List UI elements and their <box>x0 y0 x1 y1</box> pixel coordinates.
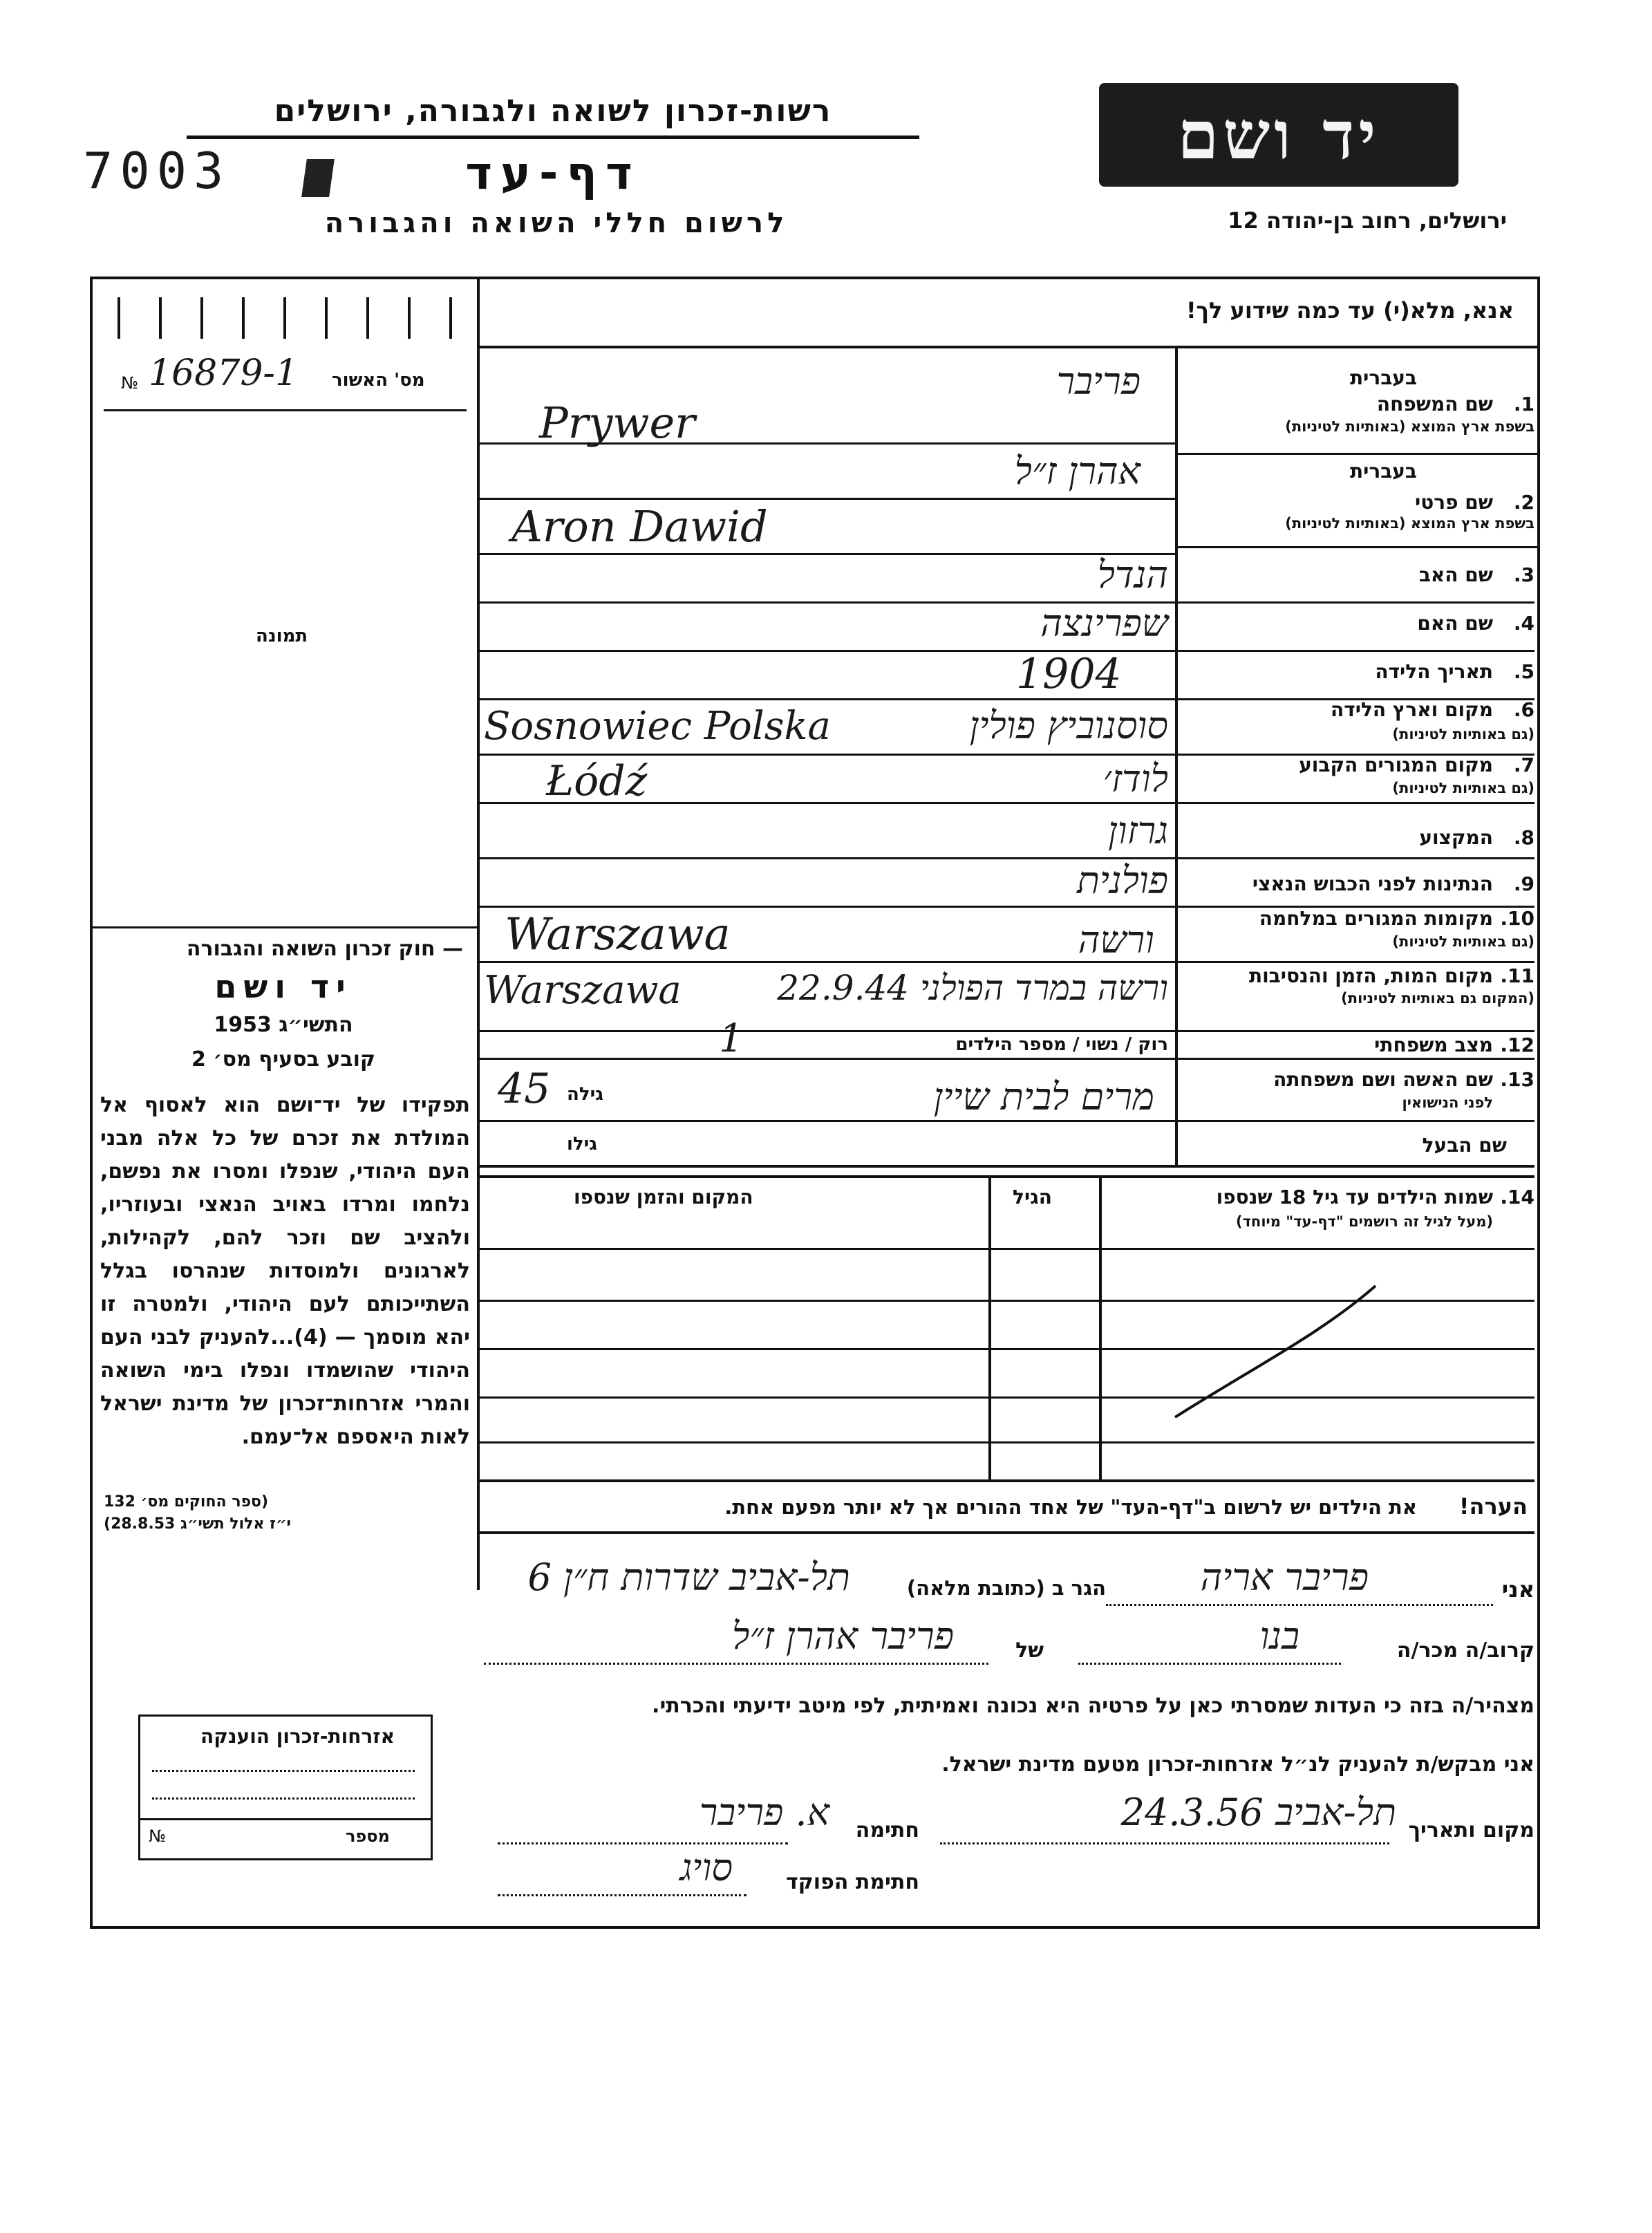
f12-label: מצב משפחתי <box>1374 1034 1493 1056</box>
husband-age-label: גילו <box>567 1134 597 1155</box>
f14-col-age: הגיל <box>1013 1186 1052 1208</box>
f1-latin-value: Prywer <box>539 398 695 448</box>
stamp-mark <box>301 159 335 197</box>
f12-num: 12. <box>1500 1034 1534 1056</box>
decl-address: תל-אביב שדרות ח״ן 6 <box>527 1555 850 1599</box>
form-subtitle: לרשום חללי השואה והגבורה <box>324 207 789 239</box>
rule-3 <box>480 601 1534 604</box>
decl-signature-label: חתימה <box>855 1818 919 1842</box>
table-col-2 <box>988 1175 991 1479</box>
logo-text: יד ושם <box>1177 95 1380 174</box>
f2-latin-value: Aron Dawid <box>511 501 768 552</box>
f7-num: 7. <box>1513 754 1534 776</box>
form-title: דף-עד <box>465 147 641 200</box>
f12-options: רוק / נשוי / מספר הילדים <box>955 1034 1168 1055</box>
table-row-5 <box>480 1441 1534 1443</box>
decl-resident: הגר ב (כתובת מלאה) <box>906 1576 1106 1600</box>
f2-label: שם פרטי <box>1414 491 1493 514</box>
f11-label: מקום המות, הזמן והנסיבות <box>1248 964 1493 987</box>
f12-children: 1 <box>719 1016 744 1061</box>
rule-10 <box>480 961 1534 963</box>
law-top-rule <box>93 926 477 928</box>
f7-sub: (גם באותיות לטיניות) <box>1392 780 1534 796</box>
table-row-1 <box>480 1248 1534 1250</box>
f6-latin-value: Sosnowiec Polska <box>484 704 831 749</box>
note-rule <box>480 1531 1534 1534</box>
law-name: יד ושם <box>214 968 353 1005</box>
f6-num: 6. <box>1513 698 1534 721</box>
f11-sub: (המקום גם באותיות לטיניות) <box>1341 990 1534 1007</box>
authority-title: רשות-זכרון לשואה ולגבורה, ירושלים <box>274 93 832 129</box>
decl-i: אני <box>1501 1576 1534 1603</box>
decl-relation: בנו <box>1259 1614 1299 1658</box>
f13-age-label: גילה <box>567 1084 603 1105</box>
f3-num: 3. <box>1513 563 1534 586</box>
citizenship-number-label: מספר <box>346 1826 390 1846</box>
decl-request: אני מבקש/ת להעניק לנ״ל אזרחות-זכרון מטעם מדינת ישראל. <box>941 1753 1534 1777</box>
f4-value: שפרינצה <box>1040 601 1168 645</box>
table-top-rule <box>480 1175 1534 1178</box>
f8-value: גרזון <box>1108 809 1168 852</box>
rule-4 <box>480 650 1534 652</box>
decl-statement: מצהיר/ה בזה כי העדות שמסרתי כאן על פרטיה היא נכונה ואמיתית, לפי מיטב ידיעתי והכרתי. <box>652 1694 1534 1718</box>
f13-sub: לפני הנישואין <box>1402 1094 1493 1111</box>
decl-declarant-line <box>1106 1604 1493 1607</box>
rule-1b <box>1178 453 1537 455</box>
approval-no-sign: № <box>121 373 138 393</box>
f5-label: תאריך הלידה <box>1375 660 1493 683</box>
decl-officer-sig: סויג <box>679 1846 733 1889</box>
f3-label: שם האב <box>1418 563 1493 586</box>
f3-value: הנדל <box>1097 553 1168 597</box>
f9-label: הנתינות לפני הכבוש הנאצי <box>1252 872 1493 895</box>
decl-of: של <box>1015 1638 1044 1663</box>
rule-2b <box>1178 546 1537 548</box>
f8-label: המקצוע <box>1419 826 1493 849</box>
f1-hebrew-value: פריבר <box>1056 359 1141 403</box>
decl-deceased-line <box>484 1663 988 1666</box>
instruction: אנא, מלא(י) עד כמה שידוע לך! <box>1185 297 1514 324</box>
f7-label: מקום המגורים הקבוע <box>1299 754 1493 776</box>
column-divider <box>477 277 480 1590</box>
decl-place-date-label: מקום ותאריך <box>1408 1818 1534 1842</box>
f14-sub: (מעל לגיל זה רושמים "דף-עד" מיוחד) <box>1235 1213 1493 1230</box>
citizenship-divider <box>140 1818 431 1820</box>
husband-label: שם הבעל <box>1422 1134 1507 1157</box>
law-title: — חוק זכרון השואה והגבורה <box>186 937 463 961</box>
f6-sub: (גם באותיות לטיניות) <box>1392 726 1534 742</box>
f14-col-place: המקום והזמן שנספו <box>574 1186 753 1208</box>
rule-8 <box>480 857 1534 859</box>
rule-1c <box>480 498 1178 500</box>
f7-latin-value: Łódź <box>546 757 648 805</box>
approval-rule <box>104 409 467 411</box>
rule-14 <box>480 1165 1534 1168</box>
f1-label: שם המשפחה <box>1376 393 1493 415</box>
address: ירושלים, רחוב בן-יהודה 12 <box>1228 207 1507 234</box>
f5-num: 5. <box>1513 660 1534 683</box>
f13-age: 45 <box>498 1065 551 1113</box>
f1-num: 1. <box>1513 393 1534 415</box>
decl-officer-label: חתימת הפוקד <box>786 1870 919 1894</box>
f10-hebrew-value: ורשה <box>1078 918 1154 962</box>
f2-hebrew-value: אהרן ז״ל <box>1014 449 1141 493</box>
decl-place-date-line <box>940 1842 1389 1846</box>
f10-label: מקומות המגורים במלחמה <box>1259 907 1493 930</box>
decl-officer-line <box>498 1894 747 1898</box>
f5-value: 1904 <box>1016 650 1122 698</box>
f4-num: 4. <box>1513 612 1534 635</box>
f13-label: שם האשה ושם משפחתה <box>1273 1068 1493 1091</box>
law-year: התשי״ג 1953 <box>214 1013 353 1037</box>
f10-latin-value: Warszawa <box>505 909 731 960</box>
note-text: את הילדים יש לרשום ב"דף-העד" של אחד ההורים אך לא יותר מפעם אחת. <box>724 1495 1417 1519</box>
approval-number: 16879-1 <box>149 353 299 394</box>
f14-label: שמות הילדים עד גיל 18 שנספו <box>1216 1186 1493 1208</box>
f11-latin-value: Warszawa <box>484 968 682 1013</box>
f13-num: 13. <box>1500 1068 1534 1091</box>
decl-declarant: פריבר אריה <box>1200 1555 1369 1599</box>
law-source-1: (ספר החוקים מס׳ 132 <box>104 1493 269 1511</box>
table-col-1 <box>1099 1175 1102 1479</box>
f10-num: 10. <box>1500 907 1534 930</box>
law-text: תפקידו של יד־ושם הוא לאסוף אל המולדת את זכרם של כל אלה מבני העם היהודי, שנפלו ומסרו את נפשם, נלחמו ומרדו באויב הנאצי ובעוזריו, ולהציב שם וזכר להם, לקהילות, לארגונים ולמוסדות שנהרסו בגלל השתייכותם לעם היהודי, ולמטרה זו יהא מוסמך — (4)...להעניק לבני העם היהודי שהושמדו ונפלו בימי השואה והמרי אזרחות־זכרון של מדינת ישראל לאות היאספם אל־עמם. <box>100 1093 470 1449</box>
decl-relative: קרוב/ה מכר/ה <box>1396 1638 1534 1663</box>
law-source-2: י״ז אלול תשי״ג 28.8.53) <box>104 1515 292 1533</box>
f1-hebrew-tag: בעברית <box>1349 366 1417 389</box>
f1-sub: בשפת ארץ המוצא (באותיות לטיניות) <box>1285 418 1534 435</box>
f2-sub: בשפת ארץ המוצא (באותיות לטיניות) <box>1285 515 1534 532</box>
law-clause: קובע בסעיף מס׳ 2 <box>191 1047 376 1072</box>
authority-underline <box>187 136 919 139</box>
f13-value: מרים לבית שיין <box>933 1075 1154 1119</box>
f10-sub: (גם באותיות לטיניות) <box>1392 933 1534 950</box>
citizenship-line-1 <box>152 1770 415 1773</box>
f9-num: 9. <box>1513 872 1534 895</box>
instruction-rule <box>477 346 1537 348</box>
strike-through-mark <box>1168 1279 1396 1424</box>
f11-hebrew-value: ורשה במרד הפולני 22.9.44 <box>777 968 1168 1008</box>
citizenship-title: אזרחות-זכרון הוענקה <box>200 1725 395 1748</box>
f4-label: שם האם <box>1417 612 1493 635</box>
decl-relation-line <box>1078 1663 1341 1666</box>
f8-num: 8. <box>1513 826 1534 849</box>
decl-signature: א. פריבר <box>699 1791 829 1834</box>
f6-label: מקום וארץ הלידה <box>1331 698 1493 721</box>
yad-vashem-logo <box>1099 83 1458 187</box>
rule-11 <box>480 1030 1534 1032</box>
citizenship-line-2 <box>152 1797 415 1801</box>
note-title: הערה! <box>1458 1493 1528 1520</box>
f14-num: 14. <box>1500 1186 1534 1208</box>
rule-12 <box>480 1058 1534 1060</box>
code-ticks <box>104 297 463 339</box>
f7-hebrew-value: לודז׳ <box>1102 757 1168 801</box>
decl-signature-line <box>498 1842 788 1846</box>
approval-label: מס' האשור <box>332 370 425 391</box>
f11-num: 11. <box>1500 964 1534 987</box>
citizenship-no-sign: № <box>149 1826 166 1846</box>
f2-hebrew-tag: בעברית <box>1349 460 1417 483</box>
table-bottom-rule <box>480 1479 1534 1482</box>
decl-place-date: תל-אביב 24.3.56 <box>1120 1791 1396 1834</box>
rule-2a <box>480 553 1178 555</box>
decl-deceased: פריבר אהרן ז״ל <box>731 1614 954 1658</box>
photo-label: תמונה <box>256 626 308 646</box>
rule-13 <box>480 1120 1534 1122</box>
serial-number: 7003 <box>83 142 231 200</box>
f6-hebrew-value: סוסנוביץ פולין <box>969 704 1168 747</box>
f2-num: 2. <box>1513 491 1534 514</box>
f9-value: פולנית <box>1076 859 1168 902</box>
